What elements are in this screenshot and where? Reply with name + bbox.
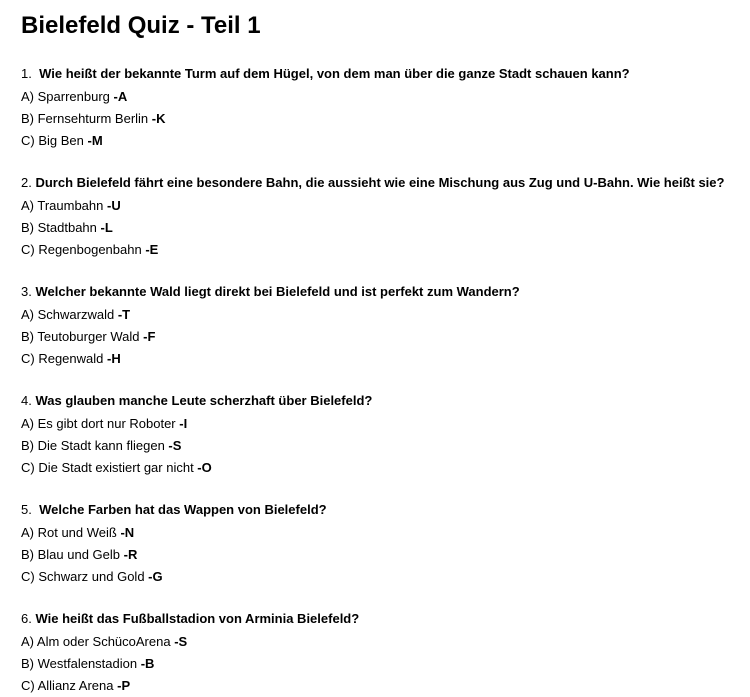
question-text: Welcher bekannte Wald liegt direkt bei Bielefeld und ist perfekt zum Wandern?: [35, 284, 520, 299]
answer-list: [21, 195, 741, 261]
answer-text: B) Westfalenstadion: [21, 656, 141, 671]
answer-option-a: [21, 413, 741, 435]
question-number: 2.: [21, 175, 36, 190]
answer-text: A) Rot und Weiß: [21, 525, 121, 540]
answer-code: -O: [197, 460, 212, 475]
answer-code: -F: [143, 329, 156, 344]
question-text: Was glauben manche Leute scherzhaft über Bielefeld?: [35, 393, 373, 408]
question-prompt: [21, 173, 741, 193]
answer-code: -S: [174, 634, 188, 649]
question-2: [21, 173, 741, 261]
answer-text: C) Die Stadt existiert gar nicht: [21, 460, 198, 475]
question-4: [21, 391, 741, 479]
answer-code: -T: [117, 307, 131, 322]
question-1: [21, 64, 741, 152]
answer-list: [21, 413, 741, 479]
answer-text: A) Traumbahn: [21, 198, 107, 213]
question-number: 1.: [21, 66, 40, 81]
question-number: 3.: [21, 284, 36, 299]
answer-text: B) Stadtbahn: [21, 220, 101, 235]
answer-text: A) Alm oder SchücoArena: [21, 634, 175, 649]
question-prompt: [21, 500, 741, 520]
question-prompt: [21, 282, 741, 302]
answer-code: -G: [148, 569, 163, 584]
answer-text: C) Regenwald: [21, 351, 107, 366]
answer-option-c: [21, 239, 741, 261]
answer-code: -P: [117, 678, 131, 693]
answer-text: B) Teutoburger Wald: [21, 329, 144, 344]
answer-option-a: [21, 304, 741, 326]
answer-code: -H: [107, 351, 121, 366]
question-number: 5.: [21, 502, 40, 517]
answer-option-b: [21, 435, 741, 457]
answer-code: -S: [168, 438, 182, 453]
answer-code: -E: [145, 242, 159, 257]
question-text: Wie heißt der bekannte Turm auf dem Hügel, von dem man über die ganze Stadt schauen kann?: [39, 66, 630, 81]
answer-code: -I: [179, 416, 188, 431]
answer-code: -M: [87, 133, 103, 148]
answer-list: [21, 631, 741, 697]
answer-option-b: [21, 217, 741, 239]
answer-code: -N: [120, 525, 135, 540]
question-prompt: [21, 391, 741, 411]
answer-code: -U: [107, 198, 121, 213]
answer-option-c: [21, 566, 741, 588]
answer-option-c: [21, 675, 741, 697]
answer-option-c: [21, 130, 741, 152]
answer-code: -K: [151, 111, 166, 126]
answer-option-b: [21, 653, 741, 675]
answer-text: B) Fernsehturm Berlin: [21, 111, 152, 126]
answer-option-a: [21, 86, 741, 108]
answer-code: -R: [123, 547, 138, 562]
answer-list: [21, 86, 741, 152]
answer-code: -A: [113, 89, 128, 104]
question-6: [21, 609, 741, 697]
question-prompt: [21, 609, 741, 629]
answer-option-a: [21, 522, 741, 544]
answer-option-c: [21, 457, 741, 479]
answer-list: [21, 304, 741, 370]
answer-text: C) Big Ben: [21, 133, 88, 148]
answer-text: A) Schwarzwald: [21, 307, 118, 322]
answer-option-b: [21, 108, 741, 130]
answer-option-b: [21, 326, 741, 348]
document-title: Bielefeld Quiz - Teil 1: [21, 12, 261, 39]
answer-text: A) Sparrenburg: [21, 89, 114, 104]
question-prompt: [21, 64, 741, 84]
question-text: Welche Farben hat das Wappen von Bielefeld?: [39, 502, 327, 517]
question-5: [21, 500, 741, 588]
answer-option-c: [21, 348, 741, 370]
answer-list: [21, 522, 741, 588]
answer-option-b: [21, 544, 741, 566]
question-3: [21, 282, 741, 370]
answer-text: B) Die Stadt kann fliegen: [21, 438, 169, 453]
answer-text: C) Schwarz und Gold: [21, 569, 149, 584]
question-text: Wie heißt das Fußballstadion von Arminia Bielefeld?: [35, 611, 360, 626]
answer-text: C) Allianz Arena: [21, 678, 118, 693]
answer-text: A) Es gibt dort nur Roboter: [21, 416, 180, 431]
question-number: 4.: [21, 393, 36, 408]
answer-option-a: [21, 631, 741, 653]
question-number: 6.: [21, 611, 36, 626]
answer-code: -L: [100, 220, 113, 235]
answer-code: -B: [140, 656, 155, 671]
answer-text: C) Regenbogenbahn: [21, 242, 146, 257]
question-text: Durch Bielefeld fährt eine besondere Bahn, die aussieht wie eine Mischung aus Zug und U-Bahn. Wie heißt sie?: [35, 175, 725, 190]
answer-text: B) Blau und Gelb: [21, 547, 124, 562]
answer-option-a: [21, 195, 741, 217]
